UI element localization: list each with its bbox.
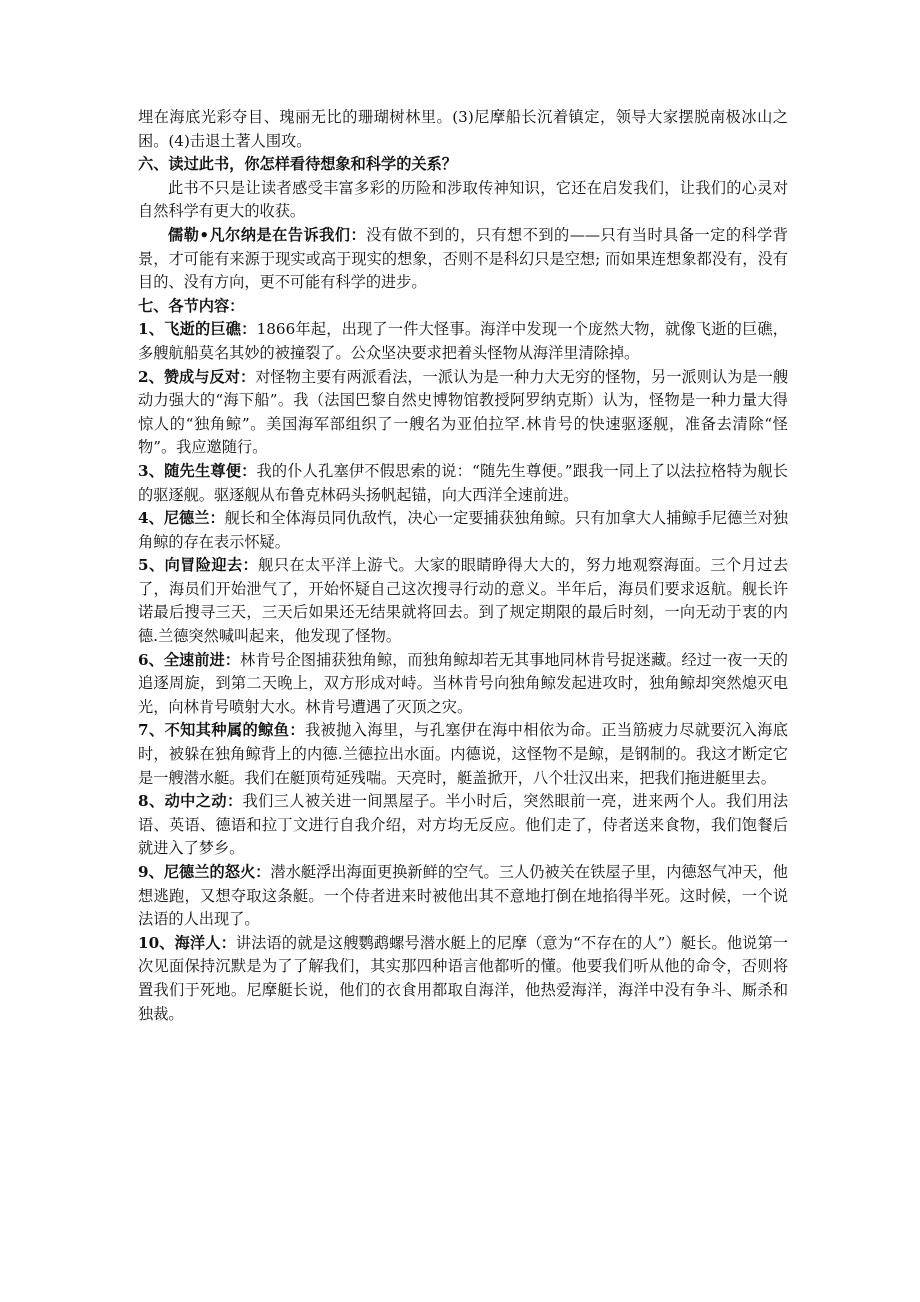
section6-heading: 六、读过此书，你怎样看待想象和科学的关系？	[138, 155, 457, 174]
item-title: 10、海洋人：	[138, 933, 236, 952]
section7-heading: 七、各节内容：	[138, 296, 245, 315]
item-text: 1866年起，出现了一件大怪事。海洋中发现一个庞然大物，就像飞逝的巨礁，多艘航船莫名其妙的被撞裂了。公众坚决要求把着头怪物从海洋里清除掉。	[138, 320, 788, 362]
item-text: 舰只在太平洋上游弋。大家的眼睛睁得大大的，努力地观察海面。三个月过去了，海员们开始泄气了，开始怀疑自己这次搜寻行动的意义。半年后，海员们要求返航。舰长许诺最后搜寻三天，三天后如果还无结果就将回去。到了规定期限的最后时刻，一向无动于衷的内德.兰德突然喊叫起来，他发现了怪物。	[138, 556, 789, 646]
section6-paragraph-2-lead: 儒勒•凡尔纳是在告诉我们：	[168, 225, 367, 244]
section7-item	[138, 366, 788, 460]
item-title: 9、尼德兰的怒火：	[138, 863, 271, 881]
section7-item	[138, 719, 788, 790]
section7-item	[138, 507, 788, 554]
item-title: 6、全速前进：	[138, 650, 240, 669]
item-text: 潜水艇浮出海面更换新鲜的空气。三人仍被关在铁屋子里，内德怒气冲天，他想逃跑，又想夺取这条艇。一个侍者进来时被他出其不意地打倒在地掐得半死。这时候，一个说法语的人出现了。	[138, 863, 788, 929]
section6-paragraph-1: 此书不只是让读者感受丰富多彩的历险和涉取传神知识，它还在启发我们，让我们的心灵对自然科学有更大的收获。	[138, 178, 788, 221]
section7-item	[138, 460, 788, 507]
item-title: 8、动中之动：	[138, 792, 243, 811]
item-text: 我被抛入海里，与孔塞伊在海中相依为命。正当筋疲力尽就要沉入海底时，被躲在独角鲸背上的内德.兰德拉出水面。内德说，这怪物不是鲸，是钢制的。我这才断定它是一艘潜水艇。我们在艇顶苟延残喘。天亮时，艇盖掀开，八个壮汉出来，把我们拖进艇里去。	[138, 721, 788, 787]
item-title: 5、向冒险迎去：	[138, 556, 259, 575]
item-title: 3、随先生尊便：	[138, 461, 257, 480]
item-text: 林肯号企图捕获独角鲸，而独角鲸却若无其事地同林肯号捉迷藏。经过一夜一天的追逐周旋，到第二天晚上，双方形成对峙。当林肯号向独角鲸发起进攻时，独角鲸却突然熄灭电光，向林肯号喷射大水。林肯号遭遇了灭顶之灾。	[138, 650, 788, 716]
item-title: 7、不知其种属的鲸鱼：	[138, 721, 305, 740]
item-text: 对怪物主要有两派看法，一派认为是一种力大无穷的怪物，另一派则认为是一艘动力强大的“海下船”。我（法国巴黎自然史博物馆教授阿罗纳克斯）认为，怪物是一种力量大得惊人的“独角鲸”。美国海军部组织了一艘名为亚伯拉罕.林肯号的快速驱逐舰，准备去清除“怪物”。我应邀随行。	[138, 367, 789, 457]
item-text: 我们三人被关进一间黑屋子。半小时后，突然眼前一亮，进来两个人。我们用法语、英语、德语和拉丁文进行自我介绍，对方均无反应。他们走了，侍者送来食物，我们饱餐后就进入了梦乡。	[138, 792, 789, 858]
section6-paragraph-2-text: 没有做不到的，只有想不到的——只有当时具备一定的科学背景，才可能有来源于现实或高于现实的想象，否则不是科幻只是空想; 而如果连想象都没有，没有目的、没有方向，更不可能有科学的进步。	[138, 225, 788, 292]
intro-continuation: 埋在海底光彩夺目、瑰丽无比的珊瑚树林里。(3)尼摩船长沉着镇定，领导大家摆脱南极冰山之困。(4)击退土著人围攻。	[138, 108, 788, 150]
section6-paragraph-2	[138, 224, 788, 295]
item-title: 4、尼德兰：	[138, 509, 225, 528]
section7-item	[138, 649, 788, 720]
section7-item	[138, 790, 788, 861]
section7-item	[138, 932, 788, 1026]
item-text: 舰长和全体海员同仇敌忾，决心一定要捕获独角鲸。只有加拿大人捕鲸手尼德兰对独角鲸的存在表示怀疑。	[138, 509, 788, 551]
item-title: 1、飞逝的巨礁：	[138, 320, 257, 339]
section7-item	[138, 554, 788, 648]
section7-item	[138, 318, 788, 365]
section7-item	[138, 861, 788, 932]
item-text: 讲法语的就是这艘鹦鹉螺号潜水艇上的尼摩（意为“不存在的人”）艇长。他说第一次见面保持沉默是为了了解我们，其实那四种语言他都听的懂。他要我们听从他的命令，否则将置我们于死地。尼摩艇长说，他们的衣食用都取自海洋，他热爱海洋，海洋中没有争斗、厮杀和独裁。	[138, 933, 788, 1023]
item-text: 我的仆人孔塞伊不假思索的说：“随先生尊便。”跟我一同上了以法拉格特为舰长的驱逐舰。驱逐舰从布鲁克林码头扬帆起锚，向大西洋全速前进。	[138, 461, 788, 504]
document-page	[138, 106, 788, 1026]
item-title: 2、赞成与反对：	[138, 367, 256, 386]
